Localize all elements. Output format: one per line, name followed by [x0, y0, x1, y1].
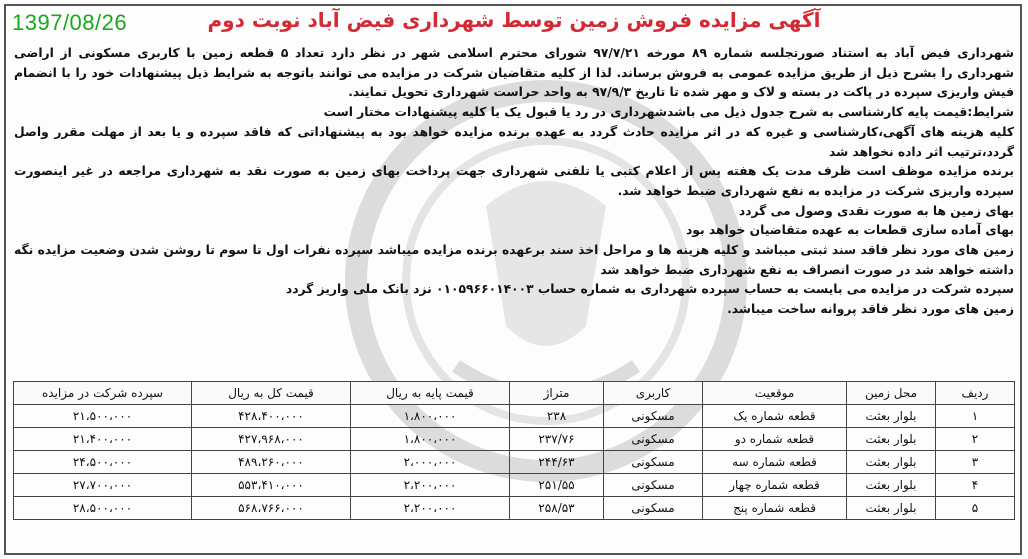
cell-row-number: ۲: [936, 428, 1015, 451]
col-header: کاربری: [604, 382, 703, 405]
col-header: سپرده شرکت در مزایده: [14, 382, 192, 405]
cell-usage: مسکونی: [604, 428, 703, 451]
cell-base-price: ۲،۲۰۰،۰۰۰: [351, 474, 510, 497]
cell-base-price: ۱،۸۰۰،۰۰۰: [351, 405, 510, 428]
cell-row-number: ۴: [936, 474, 1015, 497]
table-row: [14, 474, 1015, 497]
cell-position: قطعه شماره دو: [703, 428, 847, 451]
condition-paragraph: بهای زمین ها به صورت نقدی وصول می گردد: [738, 203, 1014, 218]
col-header: ردیف: [936, 382, 1015, 405]
cell-row-number: ۳: [936, 451, 1015, 474]
table-header-row: [14, 382, 1015, 405]
cell-deposit: ۲۱،۴۰۰،۰۰۰: [14, 428, 192, 451]
cell-row-number: ۵: [936, 497, 1015, 520]
cell-location: بلوار بعثت: [847, 451, 936, 474]
col-header: قیمت کل به ریال: [192, 382, 351, 405]
cell-location: بلوار بعثت: [847, 428, 936, 451]
table-row: [14, 405, 1015, 428]
cell-area: ۲۳۷/۷۶: [510, 428, 604, 451]
notice-title: آگهی مزایده فروش زمین توسط شهرداری فیض آباد نوبت دوم: [207, 8, 821, 32]
col-header: متراژ: [510, 382, 604, 405]
lots-table: [13, 381, 1015, 520]
cell-location: بلوار بعثت: [847, 474, 936, 497]
cell-area: ۲۵۸/۵۳: [510, 497, 604, 520]
cell-deposit: ۲۱،۵۰۰،۰۰۰: [14, 405, 192, 428]
table-row: [14, 451, 1015, 474]
cell-total-price: ۵۵۳،۴۱۰،۰۰۰: [192, 474, 351, 497]
cell-base-price: ۲،۲۰۰،۰۰۰: [351, 497, 510, 520]
condition-paragraph: بهای آماده سازی قطعات به عهده متقاضیان خواهد بود: [685, 223, 1014, 238]
cell-position: قطعه شماره سه: [703, 451, 847, 474]
cell-base-price: ۱،۸۰۰،۰۰۰: [351, 428, 510, 451]
cell-deposit: ۲۸،۵۰۰،۰۰۰: [14, 497, 192, 520]
cell-base-price: ۲،۰۰۰،۰۰۰: [351, 451, 510, 474]
cell-area: ۲۴۴/۶۳: [510, 451, 604, 474]
col-header: موقعیت: [703, 382, 847, 405]
cell-total-price: ۴۲۷،۹۶۸،۰۰۰: [192, 428, 351, 451]
cell-row-number: ۱: [936, 405, 1015, 428]
table-row: [14, 428, 1015, 451]
cell-position: قطعه شماره یک: [703, 405, 847, 428]
condition-paragraph: زمین های مورد نظر فاقد سند ثبتی میباشد و کلیه هزینه ها و مراحل اخذ سند برعهده برنده مزایده میباشد سپرده نفرات اول تا سوم تا روشن شدن وضعیت مزایده نگه داشته خواهد شد در صورت انصراف به نفع شهرداری ضبط خواهد شد: [14, 243, 1014, 277]
cell-position: قطعه شماره پنج: [703, 497, 847, 520]
publication-date: 1397/08/26: [12, 10, 128, 35]
cell-usage: مسکونی: [604, 474, 703, 497]
cell-usage: مسکونی: [604, 451, 703, 474]
cell-usage: مسکونی: [604, 497, 703, 520]
cell-total-price: ۵۶۸،۷۶۶،۰۰۰: [192, 497, 351, 520]
cell-total-price: ۴۸۹،۲۶۰،۰۰۰: [192, 451, 351, 474]
condition-paragraph: شرایط:قیمت پایه کارشناسی به شرح جدول ذیل می باشدشهرداری در رد یا قبول یک یا کلیه پیشنهادات مختار است: [323, 105, 1014, 120]
intro-paragraph: شهرداری فیض آباد به استناد صورتجلسه شماره ۸۹ مورخه ۹۷/۷/۲۱ شورای محترم اسلامی شهر در نظر دارد تعداد ۵ قطعه زمین با کاربری مسکونی از اراضی شهرداری را بشرح ذیل از طریق مزایده عمومی به فروش برساند. لذا از کلیه متقاضیان شرکت در مزایده می توانند باتوجه به شرایط ذیل پیشنهادات خود را با انضمام فیش واریزی سپرده در پاکت در بسته و لاک و مهر شده تا تاریخ ۹۷/۹/۳ به واحد حراست شهرداری تحویل نمایند.: [14, 46, 1015, 100]
cell-deposit: ۲۷،۷۰۰،۰۰۰: [14, 474, 192, 497]
col-header: قیمت پایه به ریال: [351, 382, 510, 405]
cell-usage: مسکونی: [604, 405, 703, 428]
cell-total-price: ۴۲۸،۴۰۰،۰۰۰: [192, 405, 351, 428]
cell-area: ۲۳۸: [510, 405, 604, 428]
cell-location: بلوار بعثت: [847, 497, 936, 520]
col-header: محل زمین: [847, 382, 936, 405]
condition-paragraph: سپرده شرکت در مزایده می بایست به حساب سپرده شهرداری به شماره حساب ۰۱۰۵۹۶۶۰۱۴۰۰۳ نزد بانک ملی واریز گردد: [285, 282, 1014, 297]
table-row: [14, 497, 1015, 520]
condition-paragraph: کلیه هزینه های آگهی،کارشناسی و غیره که در اثر مزایده حادث گردد به عهده برنده مزایده خواهد بود به پیشنهاداتی که فاقد سپرده و یا بعد از مهلت مقرر واصل گردد،ترتیب اثر داده نخواهد شد: [14, 124, 1014, 159]
cell-deposit: ۲۴،۵۰۰،۰۰۰: [14, 451, 192, 474]
cell-area: ۲۵۱/۵۵: [510, 474, 604, 497]
cell-position: قطعه شماره چهار: [703, 474, 847, 497]
condition-paragraph: برنده مزایده موظف است ظرف مدت یک هفته پس از اعلام کتبی یا تلفنی شهرداری جهت پرداخت بهای زمین به صورت نقد به شهرداری مراجعه در غیر اینصورت سپرده واریزی شرکت در مزایده به نفع شهرداری ضبط خواهد شد.: [14, 164, 1014, 198]
condition-paragraph: زمین های مورد نظر فاقد پروانه ساخت میباشد.: [727, 302, 1014, 317]
cell-location: بلوار بعثت: [847, 405, 936, 428]
notice-body: [14, 44, 1014, 320]
